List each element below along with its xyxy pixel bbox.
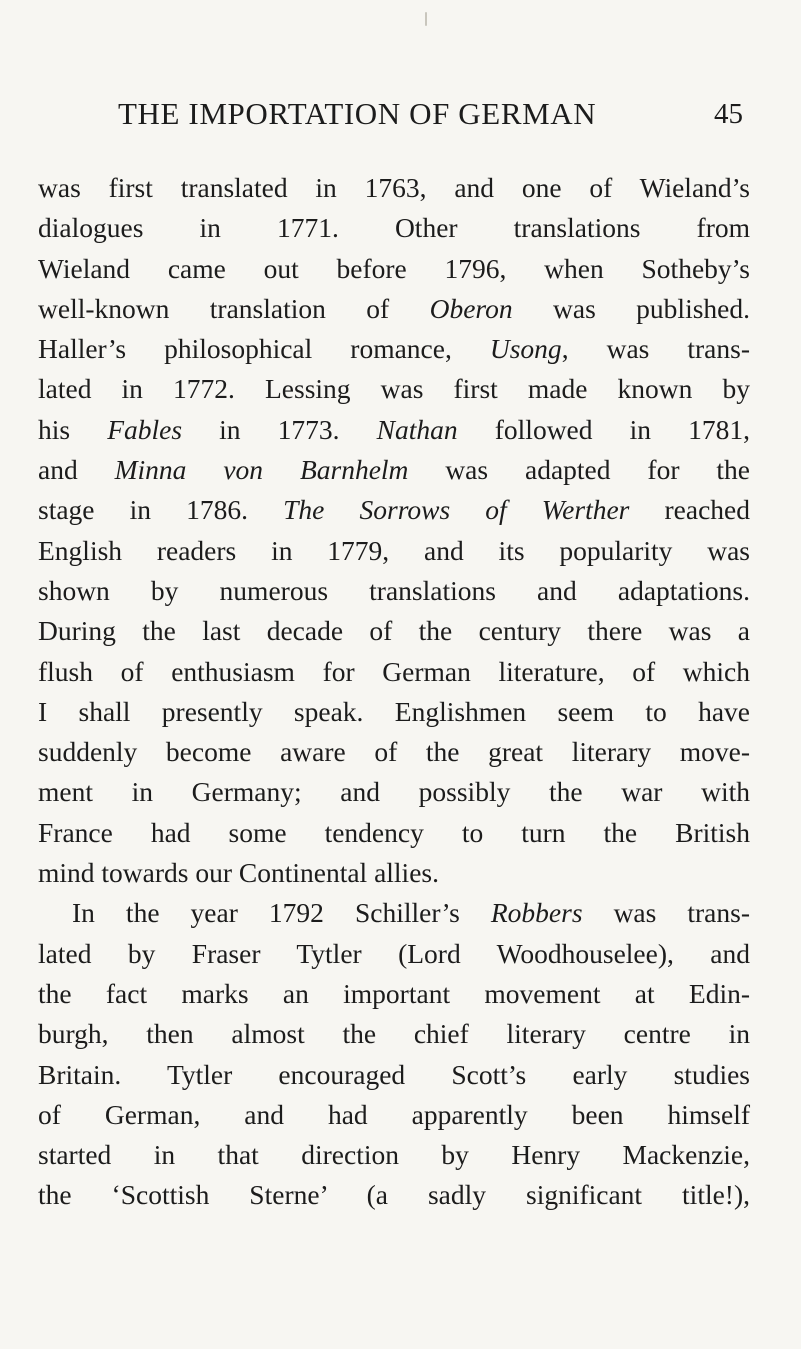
text-line: flush of enthusiasm for German literature, of which [38,655,750,687]
italic-title-werther: The Sorrows of Werther [283,494,630,526]
paper-speck [425,12,427,26]
italic-title-usong: Usong [489,333,562,365]
italic-title-robbers: Robbers [490,897,583,929]
text-line: burgh, then almost the chief literary centre in [38,1018,750,1050]
italic-title-minna: Minna von Barnhelm [114,454,409,486]
text-line: In the year 1792 Schiller’s Robbers was trans- [72,897,750,929]
text-line: shown by numerous translations and adaptations. [38,574,750,606]
text-line: dialogues in 1771. Other translations from [38,212,750,244]
text-line: stage in 1786. The Sorrows of Werther reached [38,494,750,526]
text-line: started in that direction by Henry Mackenzie, [38,1139,750,1171]
text-line: I shall presently speak. Englishmen seem to have [38,695,750,727]
text-line: lated by Fraser Tytler (Lord Woodhouselee), and [38,937,750,969]
text-line: Haller’s philosophical romance, Usong, was trans- [38,333,750,365]
text-line: well-known translation of Oberon was published. [38,292,750,324]
text-line: and Minna von Barnhelm was adapted for the [38,454,750,486]
text-line: Britain. Tytler encouraged Scott’s early studies [38,1058,750,1090]
text-line: of German, and had apparently been himself [38,1098,750,1130]
page-number: 45 [714,98,743,130]
body-text [38,168,750,1216]
page-header [118,96,743,146]
text-line: the fact marks an important movement at Edin- [38,977,750,1009]
text-line: lated in 1772. Lessing was first made known by [38,373,750,405]
italic-title-oberon: Oberon [429,292,513,324]
text-line: Wieland came out before 1796, when Sotheby’s [38,252,750,284]
italic-title-nathan: Nathan [376,413,458,445]
text-line: France had some tendency to turn the British [38,816,750,848]
text-line: the ‘Scottish Sterne’ (a sadly significant title!), [38,1179,750,1211]
text-line: ment in Germany; and possibly the war with [38,776,750,808]
text-line: During the last decade of the century there was a [38,615,750,647]
text-line: English readers in 1779, and its popularity was [38,534,750,566]
text-line: suddenly become aware of the great literary move- [38,736,750,768]
italic-title-fables: Fables [107,413,183,445]
running-title: THE IMPORTATION OF GERMAN [118,96,597,131]
text-line: was first translated in 1763, and one of Wieland’s [38,172,750,203]
text-line: his Fables in 1773. Nathan followed in 1781, [38,413,750,445]
text-line: mind towards our Continental allies. [38,857,439,889]
